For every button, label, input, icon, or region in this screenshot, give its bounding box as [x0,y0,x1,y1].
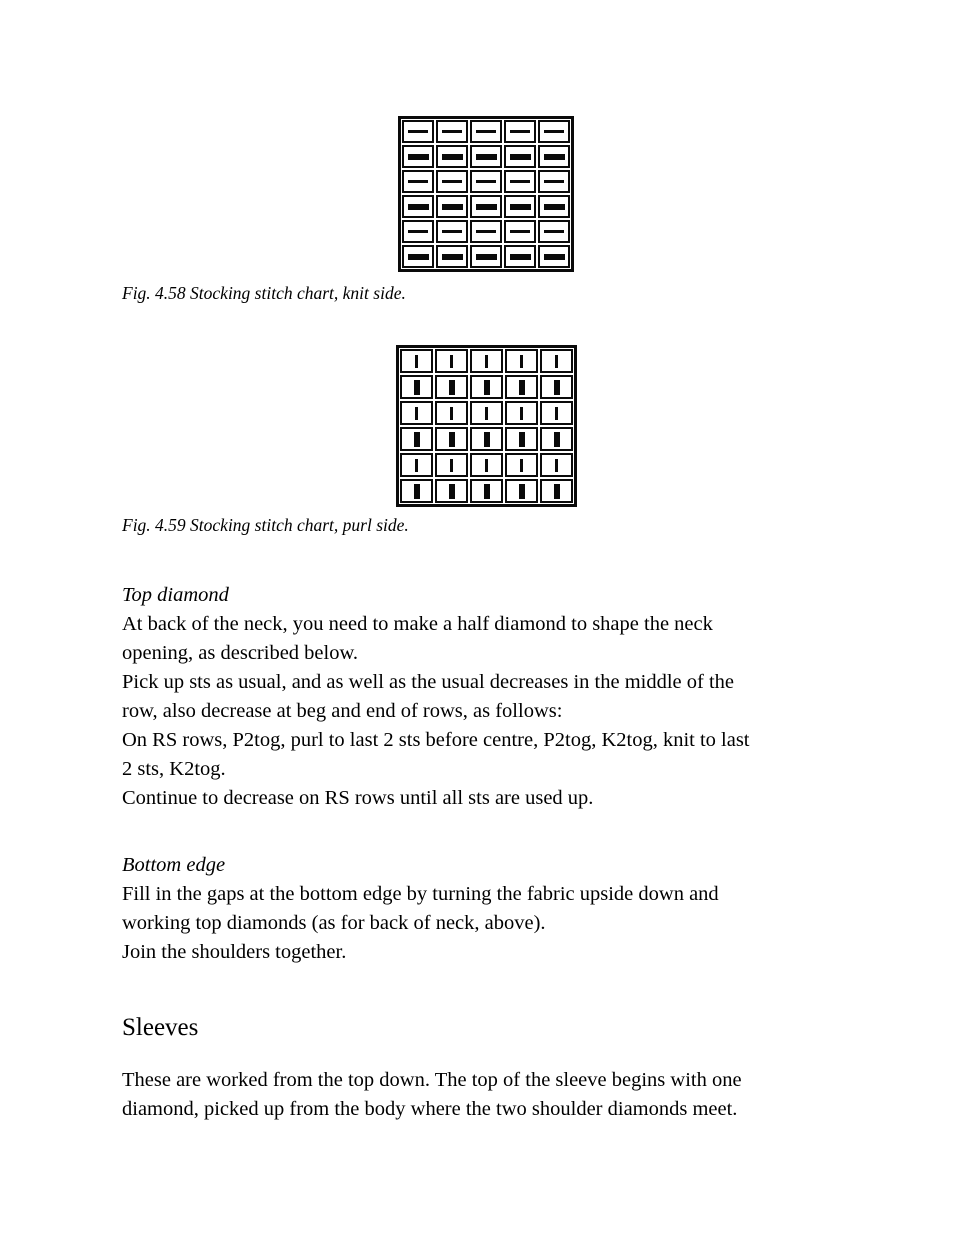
bar-stitch-mark [450,355,453,368]
stitch-cell [470,220,502,243]
text-line: At back of the neck, you need to make a half diamond to shape the neck [122,613,713,635]
bar-stitch-mark [519,432,525,447]
dash-stitch-mark [476,204,497,210]
stitch-cell [400,375,433,399]
text-line: diamond, picked up from the body where the two shoulder diamonds meet. [122,1098,738,1120]
stitch-cell [436,120,468,143]
stitch-cell [505,349,538,373]
stitch-cell [435,479,468,503]
stitch-cell [400,349,433,373]
dash-stitch-mark [442,180,462,183]
knit-stitch-chart [398,116,574,272]
stitch-cell [402,170,434,193]
text-line: Fill in the gaps at the bottom edge by turning the fabric upside down and [122,883,719,905]
bar-stitch-mark [555,407,558,420]
stitch-cell [470,375,503,399]
stitch-cell [402,120,434,143]
text-line: working top diamonds (as for back of neck, above). [122,912,546,934]
stitch-cell [402,145,434,168]
bar-stitch-mark [414,432,420,447]
stitch-cell [470,195,502,218]
figure-caption-knit: Fig. 4.58 Stocking stitch chart, knit side. [122,283,406,303]
stitch-cell [504,220,536,243]
bar-stitch-mark [414,380,420,395]
dash-stitch-mark [476,254,497,260]
stitch-cell [470,120,502,143]
dash-stitch-mark [408,254,429,260]
stitch-cell [540,479,573,503]
stitch-cell [538,245,570,268]
text-line: Continue to decrease on RS rows until all sts are used up. [122,787,594,809]
dash-stitch-mark [510,230,530,233]
dash-stitch-mark [408,154,429,160]
bar-stitch-mark [414,484,420,499]
stitch-cell [436,145,468,168]
bar-stitch-mark [484,432,490,447]
dash-stitch-mark [442,230,462,233]
stitch-cell [504,170,536,193]
section-heading-sleeves: Sleeves [122,1014,199,1041]
stitch-cell [400,401,433,425]
section-top-diamond [122,581,882,813]
stitch-cell [505,479,538,503]
dash-stitch-mark [544,130,564,133]
stitch-cell [538,195,570,218]
stitch-cell [504,120,536,143]
text-line: Pick up sts as usual, and as well as the usual decreases in the middle of the [122,671,735,693]
dash-stitch-mark [544,154,565,160]
dash-stitch-mark [476,154,497,160]
stitch-cell [436,170,468,193]
stitch-cell [470,401,503,425]
stitch-cell [470,170,502,193]
stitch-cell [436,220,468,243]
bar-stitch-mark [554,380,560,395]
text-line: These are worked from the top down. The top of the sleeve begins with one [122,1069,742,1091]
bar-stitch-mark [485,459,488,472]
dash-stitch-mark [544,254,565,260]
stitch-cell [402,220,434,243]
purl-stitch-chart [396,345,577,507]
stitch-cell [504,245,536,268]
dash-stitch-mark [408,230,428,233]
bar-stitch-mark [450,459,453,472]
dash-stitch-mark [510,154,531,160]
bar-stitch-mark [555,355,558,368]
stitch-cell [470,145,502,168]
stitch-cell [540,401,573,425]
text-line: opening, as described below. [122,642,359,664]
stitch-cell [538,120,570,143]
dash-stitch-mark [510,204,531,210]
bar-stitch-mark [554,432,560,447]
figure-caption-purl: Fig. 4.59 Stocking stitch chart, purl side. [122,515,409,535]
stitch-cell [435,427,468,451]
stitch-cell [538,145,570,168]
stitch-cell [402,195,434,218]
bar-stitch-mark [520,355,523,368]
text-line: 2 sts, K2tog. [122,758,226,780]
stitch-cell [436,195,468,218]
bar-stitch-mark [554,484,560,499]
bar-stitch-mark [555,459,558,472]
stitch-cell [505,401,538,425]
stitch-cell [470,349,503,373]
stitch-cell [435,453,468,477]
dash-stitch-mark [544,180,564,183]
text-line: Join the shoulders together. [122,941,347,963]
stitch-cell [402,245,434,268]
stitch-cell [470,245,502,268]
stitch-cell [470,453,503,477]
bar-stitch-mark [520,407,523,420]
dash-stitch-mark [476,180,496,183]
stitch-cell [505,427,538,451]
section-heading-top-diamond: Top diamond [122,584,229,606]
dash-stitch-mark [476,230,496,233]
bar-stitch-mark [519,484,525,499]
bar-stitch-mark [484,380,490,395]
stitch-cell [400,479,433,503]
dash-stitch-mark [442,254,463,260]
dash-stitch-mark [408,204,429,210]
stitch-cell [504,195,536,218]
stitch-cell [435,349,468,373]
dash-stitch-mark [544,230,564,233]
stitch-cell [470,479,503,503]
stitch-cell [540,375,573,399]
bar-stitch-mark [485,355,488,368]
dash-stitch-mark [442,204,463,210]
stitch-cell [505,453,538,477]
stitch-cell [538,170,570,193]
dash-stitch-mark [510,180,530,183]
section-sleeves-paragraph [122,1066,882,1124]
bar-stitch-mark [519,380,525,395]
section-heading-bottom-edge: Bottom edge [122,854,226,876]
stitch-cell [435,375,468,399]
section-bottom-edge [122,851,882,967]
bar-stitch-mark [484,484,490,499]
bar-stitch-mark [449,380,455,395]
stitch-cell [470,427,503,451]
bar-stitch-mark [450,407,453,420]
bar-stitch-mark [415,459,418,472]
bar-stitch-mark [415,355,418,368]
bar-stitch-mark [449,432,455,447]
stitch-cell [504,145,536,168]
bar-stitch-mark [485,407,488,420]
stitch-cell [540,349,573,373]
dash-stitch-mark [408,180,428,183]
stitch-cell [505,375,538,399]
dash-stitch-mark [476,130,496,133]
stitch-cell [435,401,468,425]
dash-stitch-mark [510,254,531,260]
dash-stitch-mark [408,130,428,133]
stitch-cell [538,220,570,243]
dash-stitch-mark [442,154,463,160]
stitch-cell [400,427,433,451]
stitch-cell [400,453,433,477]
text-line: row, also decrease at beg and end of rows, as follows: [122,700,563,722]
stitch-cell [436,245,468,268]
text-line: On RS rows, P2tog, purl to last 2 sts before centre, P2tog, K2tog, knit to last [122,729,750,751]
dash-stitch-mark [544,204,565,210]
dash-stitch-mark [442,130,462,133]
bar-stitch-mark [415,407,418,420]
bar-stitch-mark [449,484,455,499]
stitch-cell [540,453,573,477]
stitch-cell [540,427,573,451]
bar-stitch-mark [520,459,523,472]
dash-stitch-mark [510,130,530,133]
